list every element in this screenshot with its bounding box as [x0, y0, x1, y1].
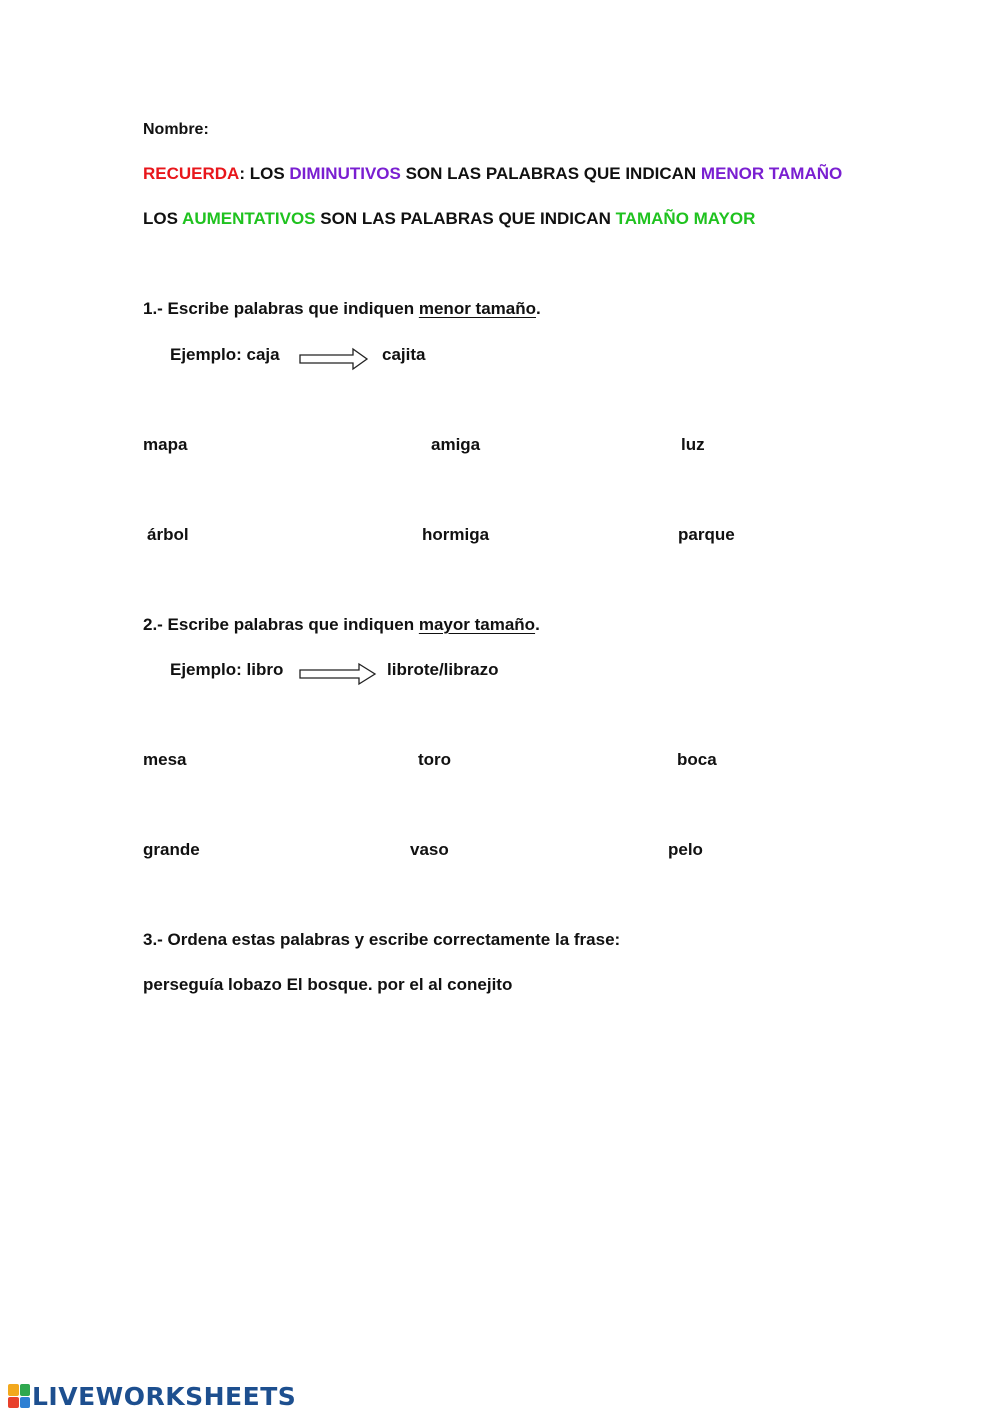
arrow-right-icon: [299, 347, 369, 371]
arrow-right-icon: [299, 662, 377, 686]
logo-tile: [8, 1384, 19, 1396]
reminder-text: SON LAS PALABRAS QUE INDICAN: [400, 164, 701, 183]
logo-tile: [20, 1397, 31, 1409]
reminder-text: : LOS: [239, 164, 290, 183]
word-item: mapa: [143, 435, 188, 454]
heading-suffix: .: [535, 615, 540, 634]
word-item: amiga: [431, 435, 481, 454]
word-item: boca: [677, 750, 717, 769]
word-item: vaso: [410, 840, 449, 859]
logo-tile: [20, 1384, 31, 1396]
word-item: parque: [678, 525, 735, 544]
heading-suffix: .: [536, 299, 541, 318]
reminder-line-1: [143, 165, 842, 182]
heading-text: 1.- Escribe palabras que indiquen: [143, 299, 419, 318]
name-label: Nombre:: [143, 121, 209, 138]
menor-tamano-word: MENOR TAMAÑO: [700, 164, 843, 183]
logo-text: LIVEWORKSHEETS: [32, 1381, 297, 1411]
heading-underlined: menor tamaño: [418, 299, 536, 318]
reminder-text: SON LAS PALABRAS QUE INDICAN: [315, 209, 616, 228]
example-1-label: Ejemplo: caja: [170, 345, 280, 364]
logo-tile: [8, 1397, 19, 1409]
word-item: toro: [418, 750, 452, 769]
liveworksheets-logo: [8, 1383, 296, 1409]
reminder-text: LOS: [143, 209, 183, 228]
word-item: hormiga: [422, 525, 490, 544]
word-item: grande: [143, 840, 200, 859]
word-item: mesa: [143, 750, 187, 769]
word-item: luz: [681, 435, 705, 454]
tamano-mayor-word: TAMAÑO MAYOR: [615, 209, 756, 228]
diminutivos-word: DIMINUTIVOS: [289, 164, 401, 183]
recuerda-word: RECUERDA: [143, 164, 240, 183]
word-item: árbol: [147, 525, 189, 544]
example-2-result: librote/librazo: [387, 660, 499, 679]
example-2-label: Ejemplo: libro: [170, 660, 284, 679]
exercise-1-heading: [143, 300, 541, 317]
exercise-3-heading: 3.- Ordena estas palabras y escribe correctamente la frase:: [143, 930, 621, 949]
word-item: pelo: [668, 840, 703, 859]
heading-underlined: mayor tamaño: [418, 615, 536, 634]
aumentativos-word: AUMENTATIVOS: [182, 209, 316, 228]
logo-mark-icon: [8, 1384, 30, 1408]
reminder-line-2: [143, 210, 755, 227]
exercise-2-heading: [143, 616, 540, 633]
example-1-result: cajita: [382, 345, 426, 364]
heading-text: 2.- Escribe palabras que indiquen: [143, 615, 419, 634]
scrambled-sentence: perseguía lobazo El bosque. por el al conejito: [143, 975, 513, 994]
